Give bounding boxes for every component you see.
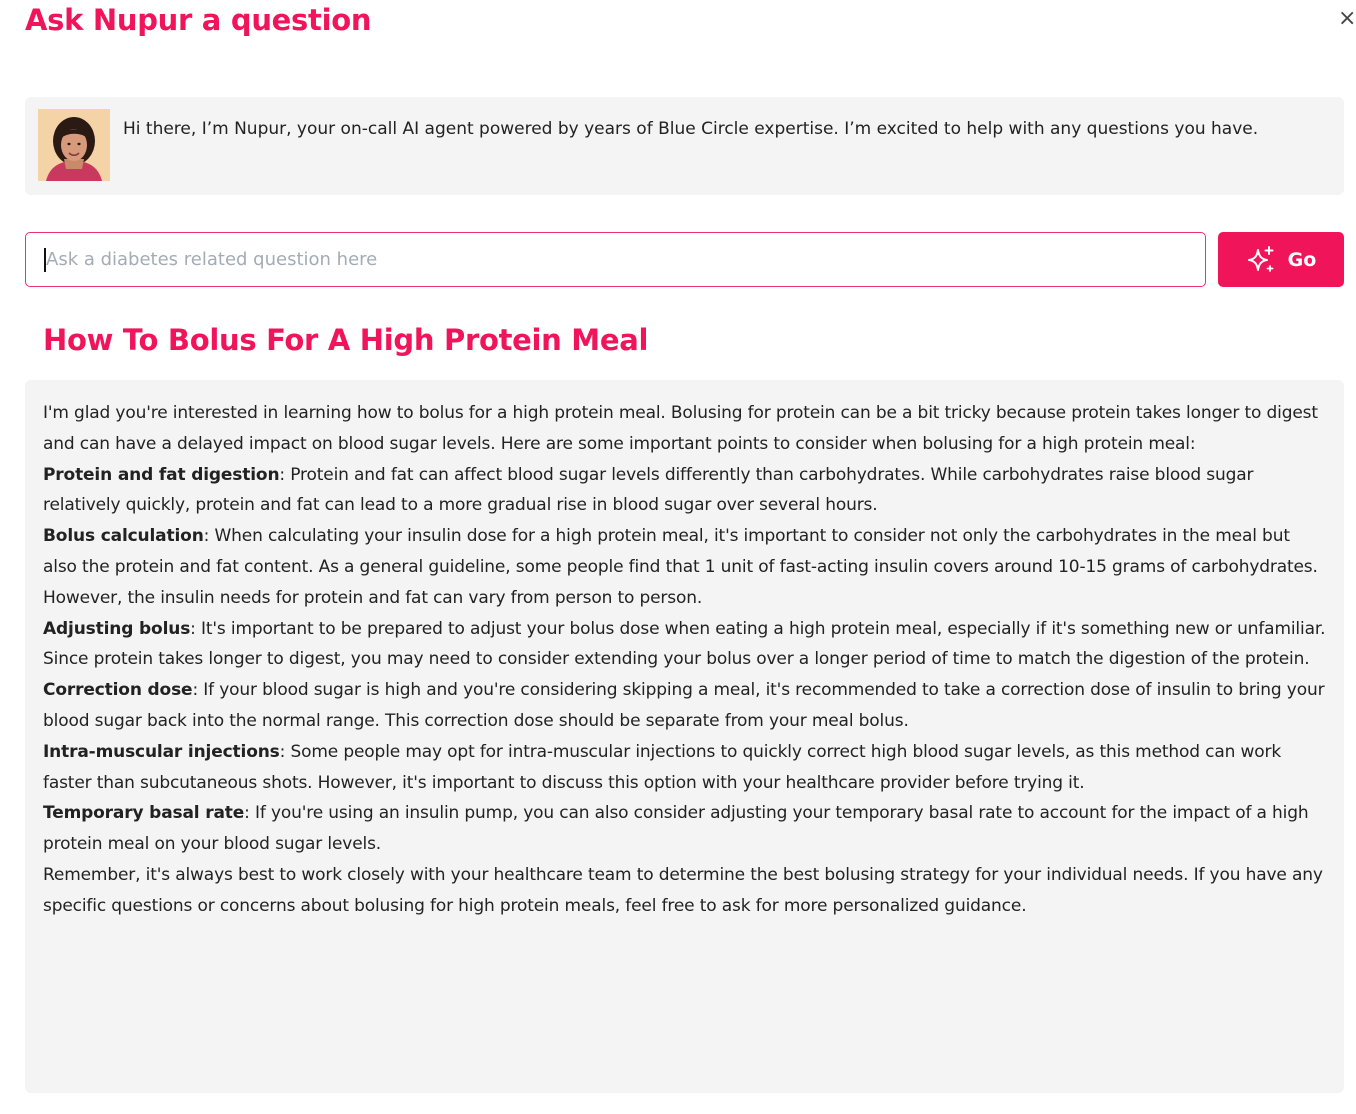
greeting-card <box>25 97 1344 195</box>
close-icon[interactable]: × <box>1338 6 1356 31</box>
avatar <box>38 109 110 181</box>
answer-point <box>43 675 1326 737</box>
question-input[interactable] <box>25 232 1206 287</box>
answer-point <box>43 521 1326 613</box>
answer-point-term: Protein and fat digestion <box>43 464 280 485</box>
answer-point-term: Adjusting bolus <box>43 618 191 639</box>
go-button[interactable] <box>1218 232 1344 287</box>
avatar-portrait <box>38 109 110 181</box>
answer-panel <box>25 380 1344 1093</box>
greeting-message: Hi there, I’m Nupur, your on-call AI agent powered by years of Blue Circle expertise. I’m excited to help with any questions you have. <box>123 119 1259 139</box>
answer-point <box>43 798 1326 860</box>
answer-point-term: Correction dose <box>43 680 193 701</box>
answer-point <box>43 737 1326 799</box>
answer-point-text: : Some people may opt for intra-muscular injections to quickly correct high blood sugar levels, as this method can work faster than subcutaneous shots. However, it's important to discuss this option with your healthcare provider before trying it. <box>43 741 1282 793</box>
answer-intro: I'm glad you're interested in learning how to bolus for a high protein meal. Bolusing for protein can be a bit tricky because protein takes longer to digest and can have a delayed impact on blood sugar levels. Here are some important points to consider when bolusing for a high protein meal: <box>43 403 1318 454</box>
answer-point <box>43 460 1326 522</box>
answer-point <box>43 614 1326 676</box>
answer-point-term: Bolus calculation <box>43 526 204 547</box>
answer-title: How To Bolus For A High Protein Meal <box>43 323 649 357</box>
go-button-label: Go <box>1287 248 1317 271</box>
question-form <box>25 232 1344 287</box>
answer-point-term: Intra-muscular injections <box>43 741 280 762</box>
answer-point-text: : If your blood sugar is high and you're considering skipping a meal, it's recommended to take a correction dose of insulin to bring your blood sugar back into the normal range. This correction dose should be separate from your meal bolus. <box>43 680 1325 731</box>
answer-point-text: : It's important to be prepared to adjust your bolus dose when eating a high protein meal, especially if it's something new or unfamiliar. Since protein takes longer to digest, you may need to consider extending your bolus over a longer period of time to match the digestion of the protein. <box>43 618 1326 670</box>
sparkle-icon <box>1246 245 1276 275</box>
answer-point-text: : Protein and fat can affect blood sugar levels differently than carbohydrates. While carbohydrates raise blood sugar relatively quickly, protein and fat can lead to a more gradual rise in blood sugar over several hours. <box>43 464 1254 516</box>
page-title: Ask Nupur a question <box>25 3 372 37</box>
answer-closing: Remember, it's always best to work closely with your healthcare team to determine the best bolusing strategy for your individual needs. If you have any specific questions or concerns about bolusing for high protein meals, feel free to ask for more personalized guidance. <box>43 864 1323 916</box>
text-cursor <box>44 248 46 272</box>
answer-point-term: Temporary basal rate <box>43 803 245 824</box>
answer-point-text: : When calculating your insulin dose for a high protein meal, it's important to consider not only the carbohydrates in the meal but also the protein and fat content. As a general guideline, some people find that 1 unit of fast-acting insulin covers around 10-15 grams of carbohydrates. However, the insulin needs for protein and fat can vary from person to person. <box>43 526 1318 608</box>
answer-point-text: : If you're using an insulin pump, you can also consider adjusting your temporary basal rate to account for the impact of a high protein meal on your blood sugar levels. <box>43 803 1309 855</box>
